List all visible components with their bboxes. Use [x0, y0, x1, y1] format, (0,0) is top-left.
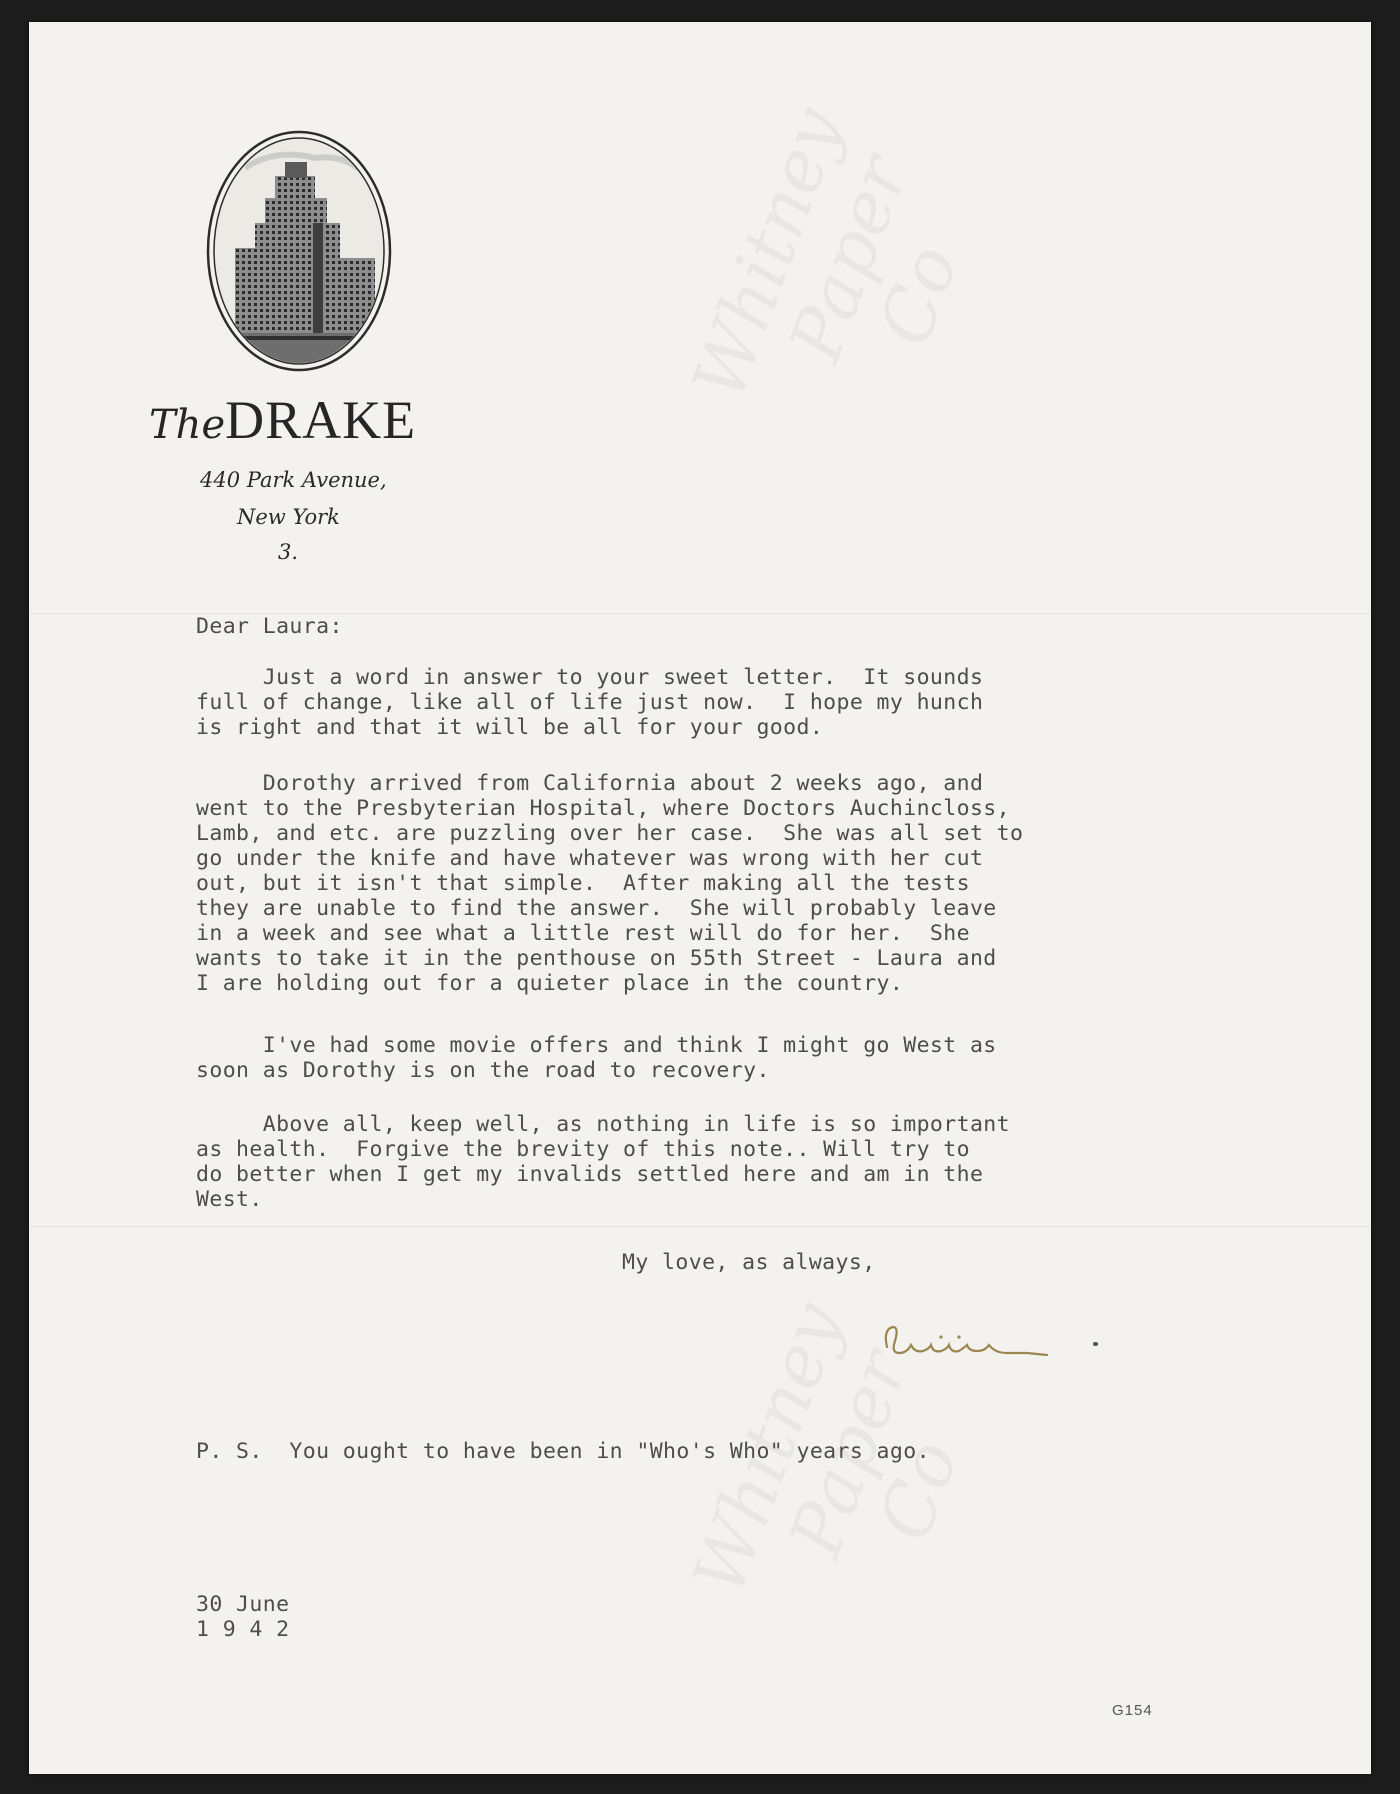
- date-year: 1 9 4 2: [196, 1617, 290, 1642]
- hotel-name: [149, 389, 469, 451]
- paper-watermark-upper: Whitney Paper Co: [676, 97, 975, 464]
- handwritten-signature: [877, 1319, 1077, 1374]
- archive-number: G154: [1112, 1702, 1153, 1719]
- address-street: 440 Park Avenue,: [200, 468, 387, 492]
- letter-page: [29, 22, 1371, 1774]
- hotel-building-logo: [205, 128, 393, 379]
- postscript: P. S. You ought to have been in "Who's Who" years ago.: [196, 1439, 930, 1464]
- salutation: Dear Laura:: [196, 614, 343, 639]
- paragraph-4: Above all, keep well, as nothing in life is so important as health. Forgive the brevity of this note.. Will try to do better when I get my invalids settled here and am in the West.: [196, 1112, 1010, 1212]
- paper-watermark-lower: Whitney Paper Co: [676, 1292, 975, 1659]
- fold-line-lower: [29, 1226, 1371, 1228]
- paragraph-2: Dorothy arrived from California about 2 weeks ago, and went to the Presbyterian Hospital, where Doctors Auchincloss, Lamb, and etc. are puzzling over her case. She was all set to go under the knife and have whatever was wrong with her cut out, but it isn't that simple. After making all the tests they are unable to find the answer. She will probably leave in a week and see what a little rest will do for her. She wants to take it in the penthouse on 55th Street - Laura and I are holding out for a quieter place in the country.: [196, 771, 1024, 996]
- paragraph-1: Just a word in answer to your sweet letter. It sounds full of change, like all of life just now. I hope my hunch is right and that it will be all for your good.: [196, 665, 984, 740]
- address-zone: 3.: [278, 540, 299, 564]
- signature-period: [1093, 1342, 1098, 1346]
- paragraph-3: I've had some movie offers and think I might go West as soon as Dorothy is on the road to recovery.: [196, 1033, 997, 1083]
- date-day-month: 30 June: [196, 1592, 290, 1617]
- hotel-name-drake: DRAKE: [225, 390, 417, 450]
- address-city: New York: [237, 505, 340, 529]
- closing: My love, as always,: [622, 1250, 876, 1275]
- hotel-name-the: The: [149, 402, 226, 448]
